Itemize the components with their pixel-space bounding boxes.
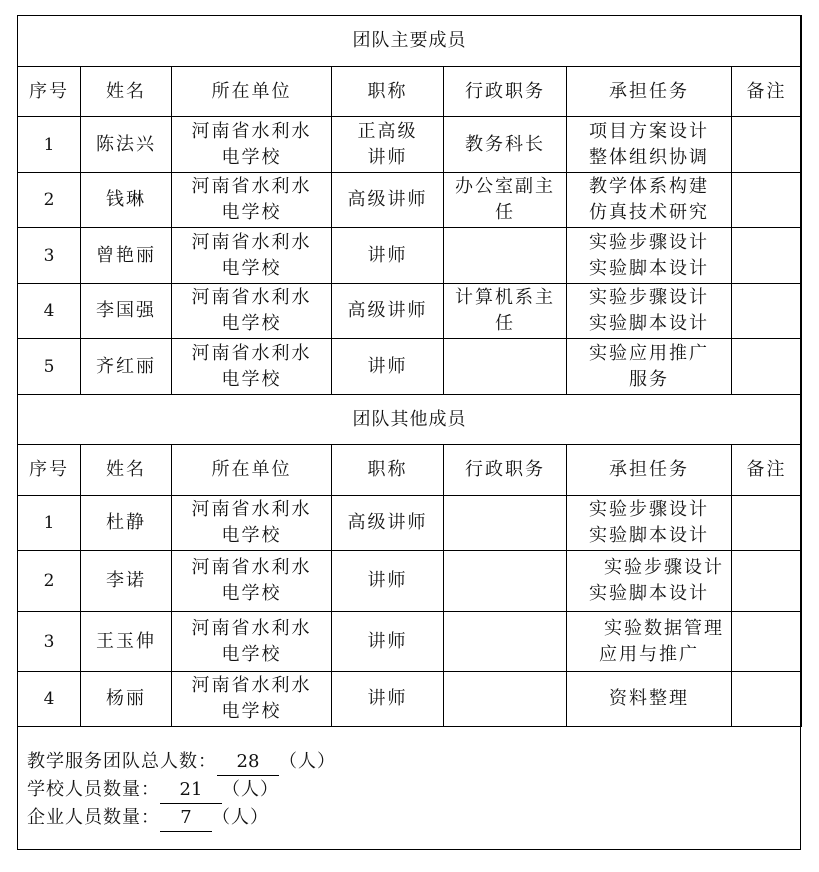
member-task: 实验步骤设计 实验脚本设计 bbox=[567, 496, 732, 551]
header-unit: 所在单位 bbox=[172, 445, 332, 496]
member-task: 实验数据管理 应用与推广 bbox=[567, 612, 732, 672]
main-header-row bbox=[18, 67, 802, 117]
total-members-line bbox=[27, 748, 336, 776]
member-admin bbox=[444, 612, 567, 672]
member-no: 3 bbox=[18, 612, 81, 672]
member-unit: 河南省水利水 电学校 bbox=[172, 612, 332, 672]
table-row bbox=[18, 117, 802, 173]
member-note bbox=[732, 228, 802, 284]
member-note bbox=[732, 551, 802, 612]
other-header-row bbox=[18, 445, 802, 496]
table-row bbox=[18, 551, 802, 612]
member-name: 李国强 bbox=[81, 284, 172, 339]
member-note bbox=[732, 672, 802, 727]
unit-label: （人） bbox=[222, 779, 279, 800]
member-name: 钱琳 bbox=[81, 173, 172, 228]
member-note bbox=[732, 117, 802, 173]
member-title: 讲师 bbox=[332, 672, 444, 727]
member-no: 4 bbox=[18, 672, 81, 727]
header-no: 序号 bbox=[18, 445, 81, 496]
member-name: 陈法兴 bbox=[81, 117, 172, 173]
member-admin bbox=[444, 228, 567, 284]
member-title: 讲师 bbox=[332, 612, 444, 672]
school-members-label: 学校人员数量： bbox=[27, 779, 160, 800]
table-row bbox=[18, 612, 802, 672]
team-members-table bbox=[17, 15, 802, 727]
total-members-label: 教学服务团队总人数： bbox=[27, 751, 217, 772]
header-admin: 行政职务 bbox=[444, 67, 567, 117]
member-no: 2 bbox=[18, 551, 81, 612]
header-title: 职称 bbox=[332, 445, 444, 496]
table-row bbox=[18, 228, 802, 284]
header-admin: 行政职务 bbox=[444, 445, 567, 496]
member-no: 3 bbox=[18, 228, 81, 284]
header-task: 承担任务 bbox=[567, 445, 732, 496]
main-members-title: 团队主要成员 bbox=[18, 16, 802, 67]
member-note bbox=[732, 173, 802, 228]
member-title: 高级讲师 bbox=[332, 173, 444, 228]
member-task: 项目方案设计 整体组织协调 bbox=[567, 117, 732, 173]
member-no: 1 bbox=[18, 496, 81, 551]
member-note bbox=[732, 496, 802, 551]
table-row bbox=[18, 496, 802, 551]
member-name: 齐红丽 bbox=[81, 339, 172, 395]
header-task: 承担任务 bbox=[567, 67, 732, 117]
header-title: 职称 bbox=[332, 67, 444, 117]
member-no: 2 bbox=[18, 173, 81, 228]
unit-label: （人） bbox=[279, 751, 336, 772]
member-title: 讲师 bbox=[332, 228, 444, 284]
member-task: 实验步骤设计 实验脚本设计 bbox=[567, 228, 732, 284]
member-note bbox=[732, 284, 802, 339]
header-unit: 所在单位 bbox=[172, 67, 332, 117]
school-members-value: 21 bbox=[160, 776, 222, 804]
member-task: 资料整理 bbox=[567, 672, 732, 727]
unit-label: （人） bbox=[212, 807, 269, 828]
member-no: 4 bbox=[18, 284, 81, 339]
member-no: 5 bbox=[18, 339, 81, 395]
enterprise-members-line bbox=[27, 804, 336, 832]
other-members-title: 团队其他成员 bbox=[18, 395, 802, 445]
member-name: 曾艳丽 bbox=[81, 228, 172, 284]
member-name: 杜静 bbox=[81, 496, 172, 551]
member-unit: 河南省水利水 电学校 bbox=[172, 284, 332, 339]
member-title: 讲师 bbox=[332, 551, 444, 612]
member-task: 教学体系构建 仿真技术研究 bbox=[567, 173, 732, 228]
header-name: 姓名 bbox=[81, 445, 172, 496]
member-admin bbox=[444, 496, 567, 551]
member-name: 王玉伸 bbox=[81, 612, 172, 672]
member-unit: 河南省水利水 电学校 bbox=[172, 117, 332, 173]
member-task: 实验步骤设计 实验脚本设计 bbox=[567, 284, 732, 339]
member-admin bbox=[444, 339, 567, 395]
table-row bbox=[18, 672, 802, 727]
member-note bbox=[732, 612, 802, 672]
member-unit: 河南省水利水 电学校 bbox=[172, 551, 332, 612]
table-row bbox=[18, 173, 802, 228]
total-members-value: 28 bbox=[217, 748, 279, 776]
header-name: 姓名 bbox=[81, 67, 172, 117]
table-row bbox=[18, 339, 802, 395]
member-title: 正高级 讲师 bbox=[332, 117, 444, 173]
member-no: 1 bbox=[18, 117, 81, 173]
header-no: 序号 bbox=[18, 67, 81, 117]
header-note: 备注 bbox=[732, 445, 802, 496]
member-admin bbox=[444, 672, 567, 727]
school-members-line bbox=[27, 776, 336, 804]
header-note: 备注 bbox=[732, 67, 802, 117]
member-admin: 计算机系主 任 bbox=[444, 284, 567, 339]
enterprise-members-label: 企业人员数量： bbox=[27, 807, 160, 828]
member-unit: 河南省水利水 电学校 bbox=[172, 672, 332, 727]
member-unit: 河南省水利水 电学校 bbox=[172, 228, 332, 284]
member-admin: 办公室副主 任 bbox=[444, 173, 567, 228]
team-summary bbox=[27, 748, 336, 832]
member-unit: 河南省水利水 电学校 bbox=[172, 339, 332, 395]
member-admin: 教务科长 bbox=[444, 117, 567, 173]
member-name: 杨丽 bbox=[81, 672, 172, 727]
member-unit: 河南省水利水 电学校 bbox=[172, 496, 332, 551]
member-title: 讲师 bbox=[332, 339, 444, 395]
enterprise-members-value: 7 bbox=[160, 804, 212, 832]
member-title: 高级讲师 bbox=[332, 496, 444, 551]
table-row bbox=[18, 284, 802, 339]
member-note bbox=[732, 339, 802, 395]
member-task: 实验步骤设计 实验脚本设计 bbox=[567, 551, 732, 612]
member-name: 李诺 bbox=[81, 551, 172, 612]
member-unit: 河南省水利水 电学校 bbox=[172, 173, 332, 228]
member-task: 实验应用推广 服务 bbox=[567, 339, 732, 395]
member-admin bbox=[444, 551, 567, 612]
member-title: 高级讲师 bbox=[332, 284, 444, 339]
